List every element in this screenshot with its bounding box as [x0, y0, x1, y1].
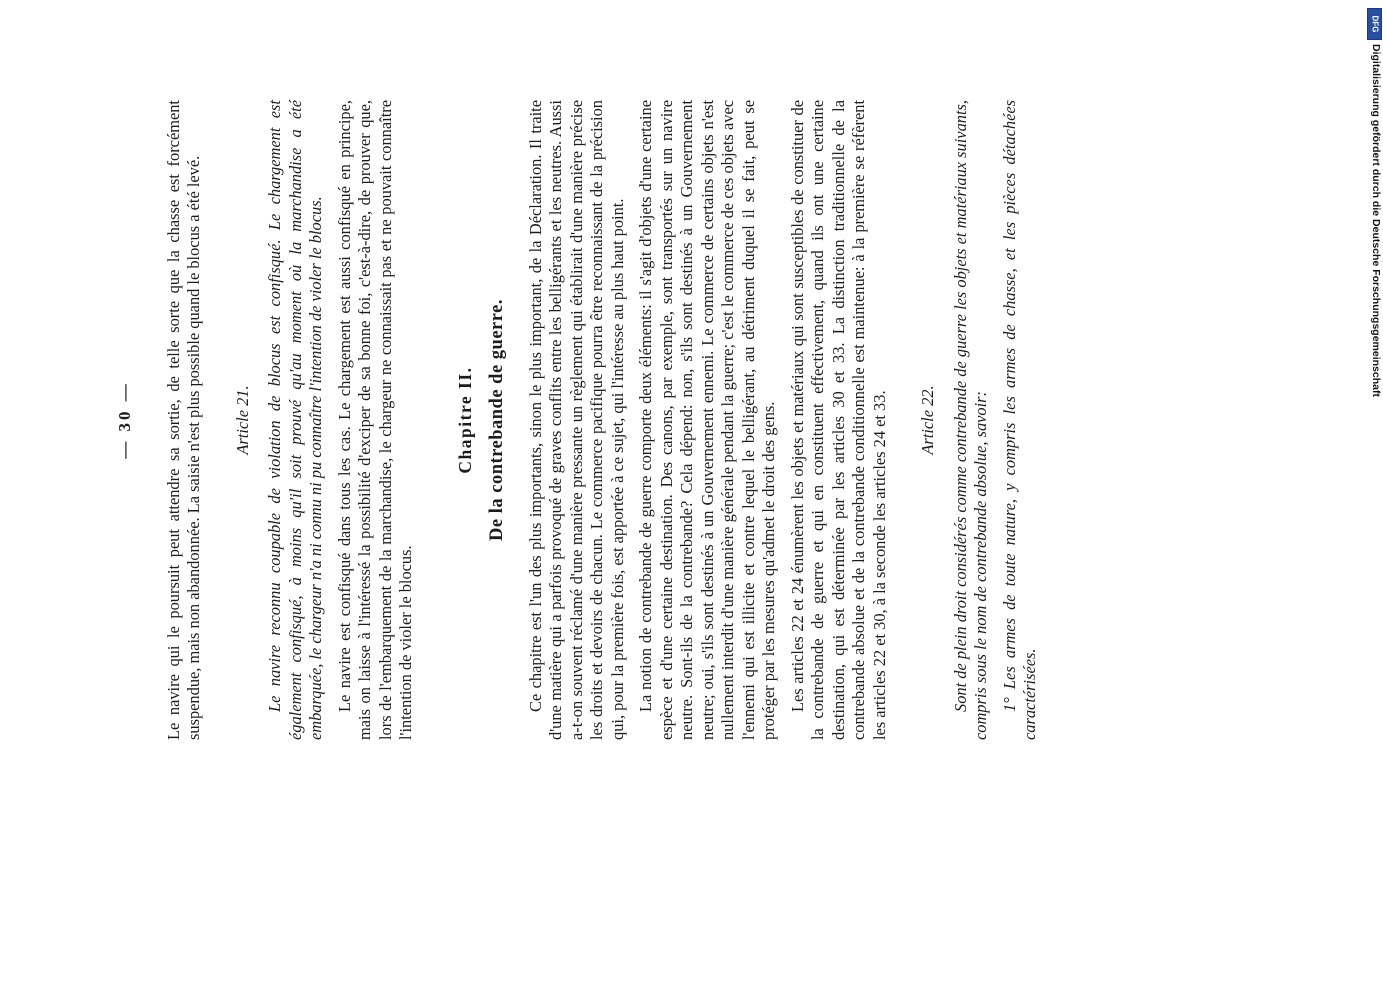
dfg-logo	[1367, 8, 1382, 40]
article-21-rule: Le navire reconnu coupable de violation de blocus est confisqué. Le chargement est également confisqué, à moins qu'il soit prouvé qu'au moment où la marchandise a été embarquée, le chargeur n'a ni connu ni pu connaître l'intention de violer le blocus.	[265, 100, 325, 740]
article-21-heading: Article 21.	[232, 385, 252, 455]
article-22-rule: Sont de plein droit considérés comme contrebande de guerre les objets et matériaux suivants, compris sous le nom de contrebande absolue, savoir:	[950, 100, 990, 740]
intro-paragraph: Le navire qui le poursuit peut attendre sa sortie, de telle sorte que la chasse est forcément suspendue, mais non abandonnée. La saisie n'est plus possible quand le blocus a été levé.	[163, 100, 203, 740]
dfg-logo-text: DFG	[1370, 15, 1379, 33]
chapter-label: Chapitre II.	[454, 366, 475, 474]
article-22-item-1: 1° Les armes de toute nature, y compris les armes de chasse, et les pièces détachées caractérisées.	[999, 100, 1039, 740]
chapter-title: De la contrebande de guerre.	[487, 299, 507, 541]
book-page	[115, 100, 1041, 740]
page-number: — 30 —	[115, 381, 134, 459]
funding-credit: Digitalisierung gefördert durch die Deutsche Forschungsgemeinschaft	[1370, 44, 1382, 397]
chapter-paragraph-3: Les articles 22 et 24 énumèrent les objets et matériaux qui sont susceptibles de constituer de la contrebande de guerre et qui en constituent effectivement, quand ils ont une certaine destination, qui est déterminée par les articles 30 et 33. La distinction traditionnelle de la contrebande absolue et de la contrebande conditionnelle est maintenue: à la première se réfèrent les articles 22 et 30, à la seconde les articles 24 et 33.	[787, 100, 889, 740]
chapter-paragraph-1: Ce chapitre est l'un des plus importants, sinon le plus important, de la Déclaration. Il traite d'une matière qui a parfois provoqué de graves conflits entre les belligérants et les neutres. Aussi a-t-on souvent réclamé d'une manière pressante un règlement qui établirait d'une manière précise les droits et devoirs de chacun. Le commerce pacifique pourra être reconnaissant de la précision qui, pour la première fois, est apportée à ce sujet, qui l'intéresse au plus haut point.	[525, 100, 627, 740]
article-22-heading: Article 22.	[918, 385, 937, 455]
digitization-sidebar	[1366, 8, 1382, 397]
article-21-commentary: Le navire est confisqué dans tous les cas. Le chargement est aussi confisqué en principe, mais on laisse à l'intéressé la possibilité d'exciper de sa bonne foi, c'est-à-dire, de prouver que, lors de l'embarquement de la marchandise, le chargeur ne connaissait pas et ne pouvait connaître l'intention de violer le blocus.	[334, 100, 415, 740]
chapter-paragraph-2: La notion de contrebande de guerre comporte deux éléments: il s'agit d'objets d'une certaine espèce et d'une certaine destination. Des canons, par exemple, sont transportés sur un navire neutre. Sont-ils de la contrebande? Cela dépend: non, s'ils sont destinés à un Gouvernement neutre; oui, s'ils sont destinés à un Gouvernement ennemi. Le commerce de certains objets n'est nullement interdit d'une manière générale pendant la guerre; c'est le commerce de ces objets avec l'ennemi qui est illicite et contre lequel le belligérant, au détriment duquel il se fait, peut se protéger par les mesures qu'admet le droit des gens.	[636, 100, 778, 740]
